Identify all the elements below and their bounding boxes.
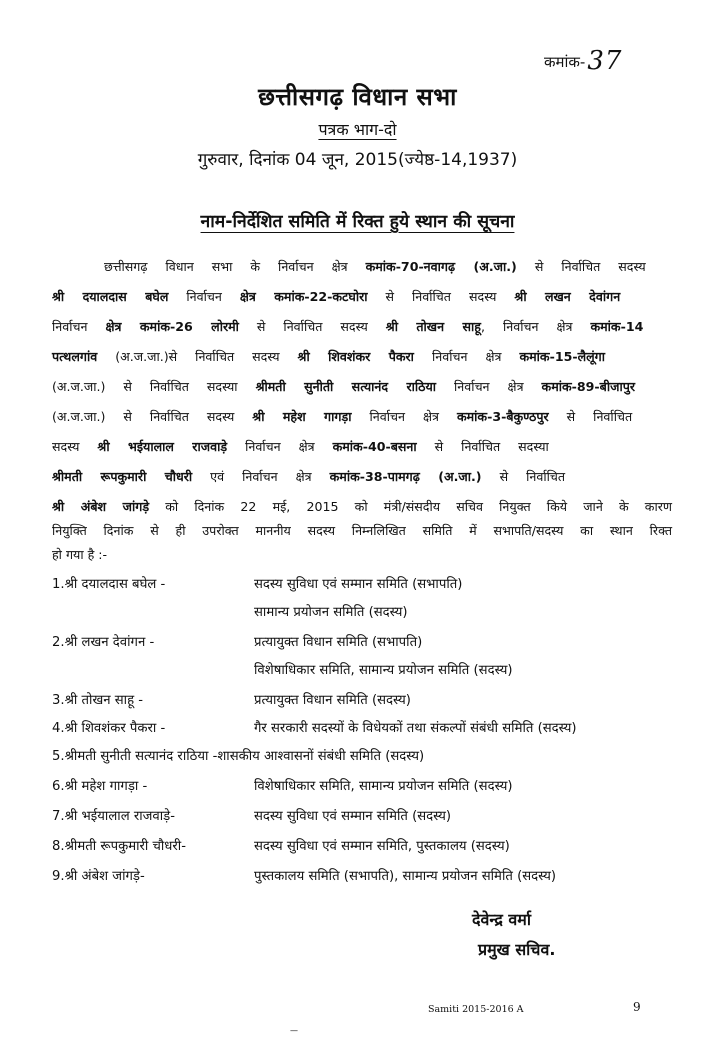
member-name: 9.श्री अंबेश जांगड़े- [52,869,145,884]
member-name: 6.श्री महेश गागड़ा - [52,779,148,794]
page-number: 9 [633,1000,641,1014]
paragraph-bold-text: पत्थलगांव [52,349,98,364]
committee-assignment: पुस्तकालय समिति (सभापति), सामान्य प्रयोजन समिति (सदस्य) [254,869,557,884]
paragraph-line [52,498,672,515]
paragraph-text: से निर्वाचित सदस्य [367,289,515,304]
paragraph-bold-text: कमांक-3-बैकुण्ठपुर [456,409,549,424]
paragraph-bold-text: श्री भईयालाल राजवाड़े [97,439,228,454]
footer-code: Samiti 2015-2016 A [428,1004,524,1015]
paragraph-text: से निर्वाचित सदस्या [416,439,549,454]
member-name: 4.श्री शिवशंकर पैकरा - [52,721,166,736]
committee-assignment: सदस्य सुविधा एवं सम्मान समिति (सभापति) [254,577,463,592]
paragraph-text: नियुक्ति दिनांक से ही उपरोक्त माननीय सदस्य निम्नलिखित समिति में सभापति/सदस्य का स्थान रिक्त [52,523,672,538]
member-name: 1.श्री दयालदास बघेल - [52,577,166,592]
paragraph-bold-text: कमांक-14 [590,319,644,334]
signatory-designation: प्रमुख सचिव. [478,940,556,959]
committee-assignment: सदस्य सुविधा एवं सम्मान समिति, पुस्तकालय (सदस्य) [254,839,510,854]
member-name: 5.श्रीमती सुनीती सत्यानंद राठिया -शासकीय आश्वासनों संबंधी समिति (सदस्य) [52,749,425,764]
paragraph-text: से निर्वाचित [548,409,633,424]
member-name: 7.श्री भईयालाल राजवाड़े- [52,809,175,824]
paragraph-line [52,288,620,305]
paragraph-bold-text: कमांक-89-बीजापुर [541,379,636,394]
committee-assignment: प्रत्यायुक्त विधान समिति (सभापति) [254,635,423,650]
paragraph-text: से निर्वाचित [481,469,566,484]
paragraph-bold-text: कमांक-70-नवागढ़ (अ.जा.) [365,259,517,274]
paragraph-text: निर्वाचन क्षेत्र [413,349,520,364]
notice-heading [0,209,715,233]
paragraph-line [52,378,635,395]
paragraph-line [104,258,646,275]
paragraph-text: हो गया है :- [52,547,108,562]
committee-assignment: सामान्य प्रयोजन समिति (सदस्य) [254,605,408,620]
paragraph-text: निर्वाचन क्षेत्र [436,379,542,394]
paragraph-bold-text: श्रीमती सुनीती सत्यानंद राठिया [255,379,437,394]
paragraph-line [52,522,672,539]
serial-label: कमांक- [544,53,586,71]
member-name: 2.श्री लखन देवांगन - [52,635,155,650]
paragraph-line [52,468,565,485]
paragraph-bold-text: श्री अंबेश जांगड़े [52,499,150,514]
serial-value: 37 [587,46,623,76]
subtitle-text: पत्रक भाग-दो [318,120,397,139]
paragraph-text: निर्वाचन क्षेत्र [351,409,457,424]
paragraph-bold-text: कमांक-38-पामगढ़ (अ.जा.) [329,469,482,484]
paragraph-line [52,408,632,425]
paragraph-text: (अ.ज.जा.)से निर्वाचित सदस्य [97,349,298,364]
paragraph-bold-text: श्रीमती रूपकुमारी चौधरी [52,469,193,484]
paragraph-bold-text: श्री दयालदास बघेल [52,289,169,304]
paragraph-text: से निर्वाचित सदस्य [238,319,386,334]
paragraph-text: से निर्वाचित सदस्य [516,259,646,274]
serial-number [544,44,622,74]
paragraph-bold-text: श्री लखन देवांगन [514,289,621,304]
paragraph-bold-text: श्री महेश गागड़ा [252,409,352,424]
document-title: छत्तीसगढ़ विधान सभा [258,83,457,111]
paragraph-line [52,546,107,563]
signatory-name: देवेन्द्र वर्मा [472,910,532,929]
paragraph-line [52,318,643,335]
document-subtitle [0,118,715,140]
committee-assignment: विशेषाधिकार समिति, सामान्य प्रयोजन समिति (सदस्य) [254,779,513,794]
paragraph-text: , निर्वाचन क्षेत्र [480,319,591,334]
paragraph-line [52,348,605,365]
paragraph-text: निर्वाचन [168,289,240,304]
paragraph-text: निर्वाचन [52,319,106,334]
paragraph-text: (अ.ज.जा.) से निर्वाचित सदस्या [52,379,256,394]
bottom-mark: — [290,1026,298,1035]
paragraph-text: को दिनांक 22 मई, 2015 को मंत्री/संसदीय सचिव नियुक्त किये जाने के कारण [149,499,673,514]
paragraph-text: (अ.ज.जा.) से निर्वाचित सदस्य [52,409,253,424]
committee-assignment: सदस्य सुविधा एवं सम्मान समिति (सदस्य) [254,809,452,824]
paragraph-bold-text: श्री शिवशंकर पैकरा [297,349,414,364]
paragraph-text: सदस्य [52,439,98,454]
paragraph-text: निर्वाचन क्षेत्र [227,439,333,454]
paragraph-bold-text: कमांक-40-बसना [332,439,417,454]
paragraph-bold-text: क्षेत्र कमांक-26 लोरमी [105,319,239,334]
member-name: 3.श्री तोखन साहू - [52,693,144,708]
notice-heading-text: नाम-निर्देशित समिति में रिक्त हुये स्थान की सूचना [200,212,515,232]
paragraph-text: छत्तीसगढ़ विधान सभा के निर्वाचन क्षेत्र [104,259,366,274]
paragraph-bold-text: क्षेत्र कमांक-22-कटघोरा [239,289,368,304]
committee-assignment: गैर सरकारी सदस्यों के विधेयकों तथा संकल्पों संबंधी समिति (सदस्य) [254,721,577,736]
paragraph-bold-text: कमांक-15-लैलूंगा [519,349,605,364]
committee-assignment: विशेषाधिकार समिति, सामान्य प्रयोजन समिति (सदस्य) [254,663,513,678]
paragraph-line [52,438,549,455]
paragraph-bold-text: श्री तोखन साहू [385,319,481,334]
committee-assignment: प्रत्यायुक्त विधान समिति (सदस्य) [254,693,411,708]
member-name: 8.श्रीमती रूपकुमारी चौधरी- [52,839,186,854]
document-date: गुरुवार, दिनांक 04 जून, 2015(ज्येष्ठ-14,1937) [197,150,518,170]
paragraph-text: एवं निर्वाचन क्षेत्र [192,469,330,484]
